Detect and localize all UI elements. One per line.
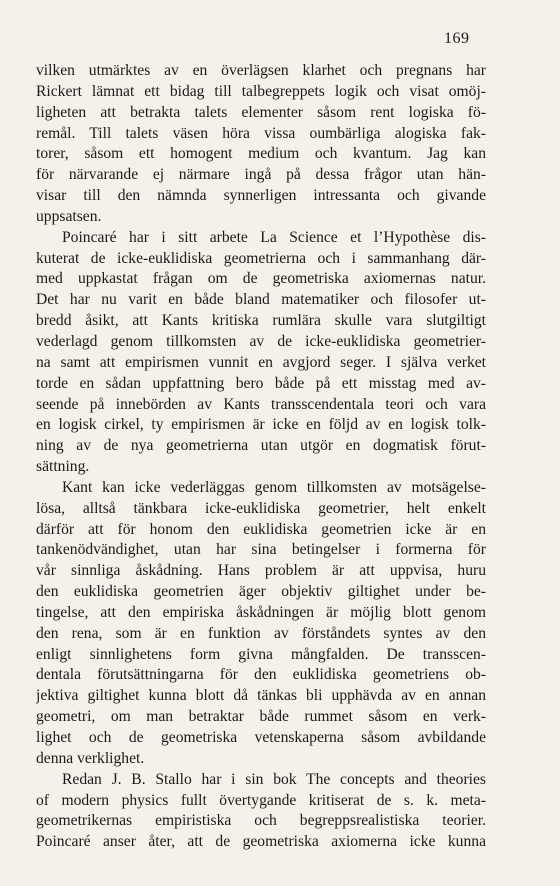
text-line: geometri, om man betraktar både rummet såsom en verk- <box>36 708 486 726</box>
text-line: den euklidiska geometrien äger objektiv giltighet under be- <box>36 583 486 601</box>
text-line: därför att för honom den euklidiska geometrien icke är en <box>36 520 486 538</box>
text-line: bredd åsikt, att Kants kritiska rumlära skulle vara slutgiltigt <box>36 312 486 330</box>
text-line: uppsatsen. <box>36 207 102 225</box>
text-line: ning av de nya geometrierna utan utgör en dogmatisk förut- <box>36 437 486 455</box>
text-line: torde en sådan uppfattning bero både på ett misstag med av- <box>36 374 486 392</box>
text-line: tankenödvändighet, utan har sina betingelser i formerna för <box>36 541 486 559</box>
text-line: tingelse, att den empiriska åskådningen är möjlig blott genom <box>36 603 486 621</box>
text-line: geometrikernas empiristiska och begreppsrealistiska teorier. <box>36 812 486 830</box>
text-line: dentala förutsättningarna för den euklidiska geometriens ob- <box>36 666 486 684</box>
text-line: Rickert lämnat ett bidag till talbegreppets logik och visat omöj- <box>36 82 486 100</box>
text-line: of modern physics fullt övertygande kritiserat de s. k. meta- <box>36 791 486 809</box>
text-line: Redan J. B. Stallo har i sin bok The concepts and theories <box>62 770 486 788</box>
text-line: enligt sinnlighetens form givna mångfalden. De transscen- <box>36 645 486 663</box>
page-number: 169 <box>444 30 470 47</box>
text-line: vederlagd genom tillkomsten av de icke-euklidiska geometrier- <box>36 332 486 350</box>
text-line: denna verklighet. <box>36 749 145 767</box>
text-line: Poincaré har i sitt arbete La Science et l’Hypothèse dis- <box>62 228 486 246</box>
text-line: Det har nu varit en både bland matematiker och filosofer ut- <box>36 291 486 309</box>
text-line: torer, såsom ett homogent medium och kvantum. Jag kan <box>36 145 486 163</box>
text-line: den rena, som är en funktion av förståndets syntes av den <box>36 624 486 642</box>
text-line: jektiva giltighet kunna blott då tänkas bli upphävda av en annan <box>36 687 486 705</box>
text-line: seende på innebörden av Kants transscendentala teori och vara <box>36 395 486 413</box>
text-line: Kant kan icke vederläggas genom tillkomsten av motsägelse- <box>62 478 486 496</box>
text-line: lighet och de geometriska vetenskaperna såsom avbildande <box>36 729 486 746</box>
text-line: kuterat de icke-euklidiska geometrierna och i sammanhang där- <box>36 249 486 267</box>
text-line: en logisk cirkel, ty empirismen är icke en följd av en logisk tolk- <box>36 416 486 434</box>
text-line: na samt att empirismen vunnit en avgjord seger. I själva verket <box>36 353 486 371</box>
text-line: visar till den nämnda synnerligen intressanta och givande <box>36 187 486 205</box>
text-line: vilken utmärktes av en överlägsen klarhet och pregnans har <box>36 62 486 79</box>
text-line: lösa, alltså tänkbara icke-euklidiska geometrier, helt enkelt <box>36 499 486 517</box>
text-line: remål. Till talets väsen höra vissa oumbärliga alogiska fak- <box>36 124 486 142</box>
text-line: med uppkastat frågan om de geometriska axiomernas natur. <box>36 270 486 288</box>
text-line: vår sinnliga åskådning. Hans problem är att uppvisa, huru <box>36 562 486 580</box>
text-line: Poincaré anser åter, att de geometriska axiomerna icke kunna <box>36 833 486 851</box>
text-line: för närvarande ej närmare ingå på dessa frågor utan hän- <box>36 166 486 184</box>
text-line: ligheten att betrakta talets elementer såsom rent logiska fö- <box>36 103 486 121</box>
text-line: sättning. <box>36 458 90 476</box>
body-text <box>36 61 486 853</box>
